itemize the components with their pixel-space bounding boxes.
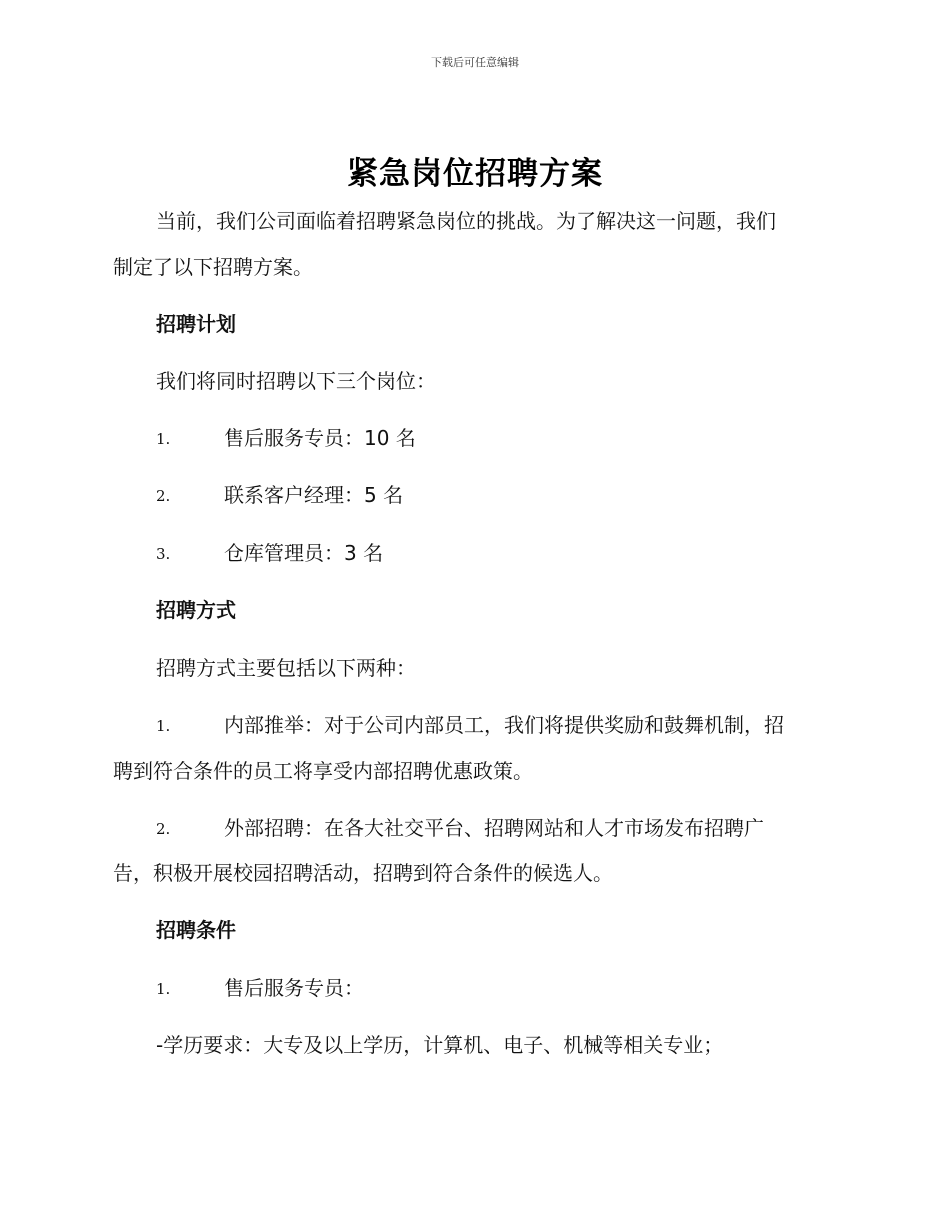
conditions-detail: -学历要求：大专及以上学历，计算机、电子、机械等相关专业； [156, 1033, 724, 1057]
plan-item-text: 仓库管理员：3 名 [224, 541, 384, 565]
plan-item-number: 2. [156, 487, 171, 505]
method-item-line-2: 告，积极开展校园招聘活动，招聘到符合条件的候选人。 [113, 861, 613, 885]
plan-item-text: 售后服务专员：10 名 [224, 426, 416, 450]
intro-line-2: 制定了以下招聘方案。 [113, 255, 313, 279]
conditions-item-number: 1. [156, 980, 171, 998]
conditions-item-text: 售后服务专员： [224, 976, 364, 1000]
section-heading-method: 招聘方式 [156, 598, 236, 622]
document-title: 紧急岗位招聘方案 [347, 156, 603, 192]
header-note: 下载后可任意编辑 [431, 56, 519, 69]
method-item-number: 2. [156, 820, 171, 838]
plan-lead: 我们将同时招聘以下三个岗位： [156, 369, 436, 393]
plan-item-number: 1. [156, 430, 171, 448]
plan-item-number: 3. [156, 545, 171, 563]
method-item-line-2: 聘到符合条件的员工将享受内部招聘优惠政策。 [113, 759, 533, 783]
intro-line-1: 当前，我们公司面临着招聘紧急岗位的挑战。为了解决这一问题，我们 [156, 209, 776, 233]
method-item-number: 1. [156, 717, 171, 735]
section-heading-plan: 招聘计划 [156, 312, 236, 336]
method-item-line-1: 内部推举：对于公司内部员工，我们将提供奖励和鼓舞机制，招 [224, 713, 784, 737]
plan-item-text: 联系客户经理：5 名 [224, 483, 404, 507]
section-heading-conditions: 招聘条件 [156, 918, 236, 942]
method-item-line-1: 外部招聘：在各大社交平台、招聘网站和人才市场发布招聘广 [224, 816, 764, 840]
method-lead: 招聘方式主要包括以下两种： [156, 656, 416, 680]
